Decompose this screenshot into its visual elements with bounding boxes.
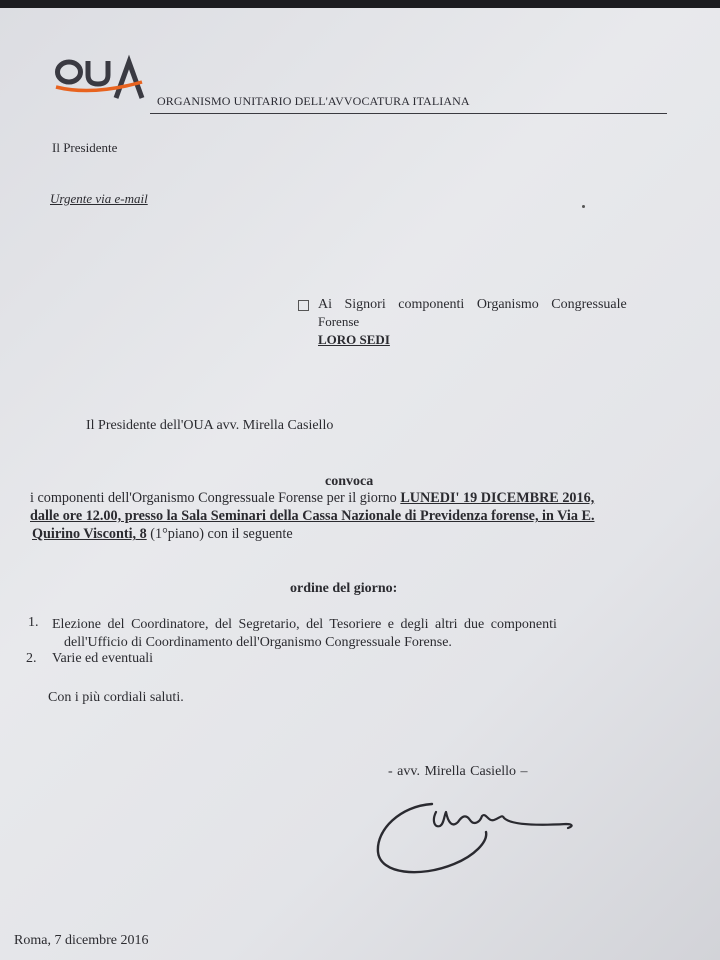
intro-line: Il Presidente dell'OUA avv. Mirella Casiello — [86, 418, 334, 433]
body-line-2: dalle ore 12.00, presso la Sala Seminari della Cassa Nazionale di Previdenza forense, in Via E. — [30, 508, 595, 524]
recipient-line-3: LORO SEDI — [318, 332, 390, 347]
organization-name: ORGANISMO UNITARIO DELL'AVVOCATURA ITALIANA — [157, 94, 470, 108]
sender-title: Il Presidente — [52, 140, 118, 155]
body-line-3-plain: (1°piano) con il seguente — [146, 526, 293, 542]
screen-top-edge — [0, 0, 720, 8]
body-line-1 — [30, 490, 594, 507]
closing-salutation: Con i più cordiali saluti. — [48, 690, 184, 705]
meeting-address: Quirino Visconti, 8 — [32, 526, 147, 542]
meeting-date: LUNEDI' 19 DICEMBRE 2016, — [400, 490, 595, 506]
agenda-item-2: Varie ed eventuali — [52, 651, 154, 666]
convoca-heading: convoca — [325, 474, 374, 489]
body-line-1-plain: i componenti dell'Organismo Congressuale Forense per il giorno — [30, 490, 401, 506]
handwritten-signature — [370, 790, 590, 882]
oua-logo — [52, 48, 152, 106]
agenda-item-1-line-1: Elezione del Coordinatore, del Segretario, del Tesoriere e degli altri due componenti — [52, 617, 557, 632]
agenda-number-1: 1. — [28, 615, 39, 630]
place-and-date: Roma, 7 dicembre 2016 — [14, 933, 149, 948]
checkbox-icon — [298, 300, 309, 311]
recipient-line-2: Forense — [318, 314, 360, 329]
body-line-3 — [32, 526, 293, 543]
recipient-line-1: Ai Signori componenti Organismo Congressuale — [318, 297, 627, 312]
ink-dot — [582, 205, 585, 208]
signatory-name: - avv. Mirella Casiello – — [388, 764, 528, 779]
agenda-number-2: 2. — [26, 651, 37, 666]
header-rule — [150, 113, 667, 114]
agenda-item-1-line-2: dell'Ufficio di Coordinamento dell'Organismo Congressuale Forense. — [64, 635, 452, 650]
urgency-note: Urgente via e-mail — [50, 191, 148, 206]
agenda-title: ordine del giorno: — [290, 581, 398, 596]
